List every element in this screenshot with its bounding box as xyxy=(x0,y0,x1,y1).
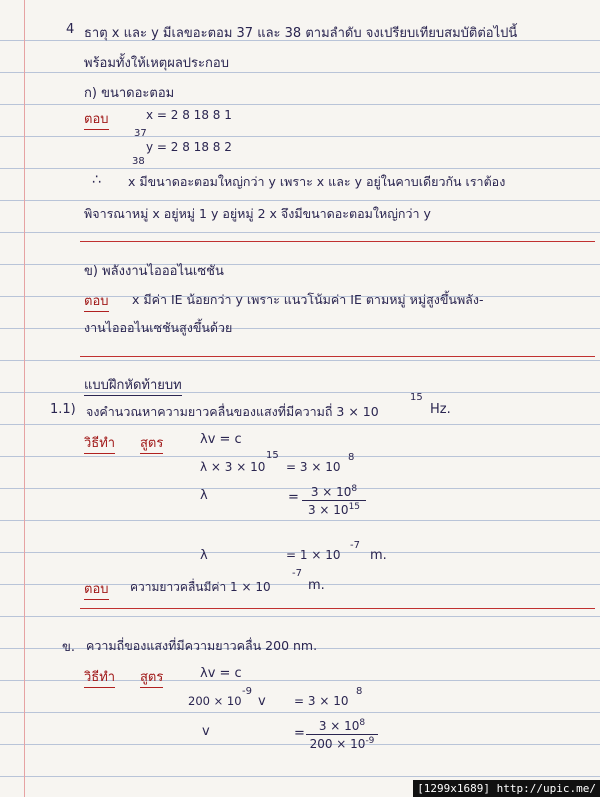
equation-2-right-exponent: 8 xyxy=(348,452,355,463)
equation-4-right: = 1 × 10 xyxy=(286,548,341,562)
equals-sign: = xyxy=(288,490,299,505)
question-text-line-2: พร้อมทั้งให้เหตุผลประกอบ xyxy=(84,56,229,71)
rule-line xyxy=(0,520,600,521)
equation-3-denominator-exponent: 15 xyxy=(348,502,361,512)
answer-label: ตอบ xyxy=(84,290,109,312)
exercise-1-unit: Hz. xyxy=(430,402,451,417)
equation-2-left: λ × 3 × 10 xyxy=(200,460,266,474)
exercise-2-text: ความถี่ของแสงที่มีความยาวคลื่น 200 nm. xyxy=(86,638,318,653)
equation-4-unit: m. xyxy=(370,548,387,563)
explanation-line-2: พิจารณาหมู่ x อยู่หมู่ 1 y อยู่หมู่ 2 x จึงมีขนาดอะตอมใหญ่กว่า y xyxy=(84,206,431,221)
y-electron-config: y = 2 8 18 8 2 xyxy=(146,140,232,154)
rule-line xyxy=(0,424,600,425)
equation-2-right: = 3 × 10 xyxy=(286,460,341,474)
exercise-2-equation-3-numerator-exponent: 8 xyxy=(359,718,366,728)
equation-2-left-exponent: 15 xyxy=(266,450,279,461)
exercise-2-equation-3-denominator-exponent: -9 xyxy=(365,736,375,746)
answer-b-line-2: งานไอออไนเซชันสูงขึ้นด้วย xyxy=(84,320,233,335)
explanation-line-1: x มีขนาดอะตอมใหญ่กว่า y เพราะ x และ y อยู่ในคาบเดียวกัน เราต้อง xyxy=(128,174,506,189)
therefore-symbol: ∴ xyxy=(92,172,101,188)
answer-b-line-1: x มีค่า IE น้อยกว่า y เพราะ แนวโน้มค่า IE ตามหมู่ หมู่สูงขึ้นพลัง- xyxy=(132,292,484,307)
x-mass-number: 37 xyxy=(134,128,147,139)
equals-sign: = xyxy=(294,726,305,741)
exercise-2-equation-2-left-exponent: -9 xyxy=(242,686,252,697)
exercise-1-number: 1.1) xyxy=(50,402,76,417)
equation-3-denominator: 3 × 10 xyxy=(307,503,349,517)
equation-1: λv = c xyxy=(200,432,242,447)
method-label: วิธีทำ xyxy=(84,432,115,454)
rule-line xyxy=(0,168,600,169)
exercise-2-equation-1: λv = c xyxy=(200,666,242,681)
question-number: 4 xyxy=(66,22,75,37)
rule-line xyxy=(0,776,600,777)
question-text-line-1: ธาตุ x และ y มีเลขอะตอม 37 และ 38 ตามลำดับ จงเปรียบเทียบสมบัติต่อไปนี้ xyxy=(84,26,518,41)
margin-line xyxy=(24,0,25,797)
part-a-heading: ก) ขนาดอะตอม xyxy=(84,86,175,101)
rule-line xyxy=(0,488,600,489)
exercise-2-equation-3-numerator: 3 × 10 xyxy=(318,719,360,733)
part-b-heading: ข) พลังงานไอออไนเซชัน xyxy=(84,264,224,279)
equation-4-left: λ xyxy=(200,548,208,563)
exercise-2-equation-2-left: 200 × 10 xyxy=(188,694,242,708)
rule-line xyxy=(0,104,600,105)
rule-line xyxy=(0,744,600,745)
exercise-2-number: ข. xyxy=(62,640,76,655)
rule-line xyxy=(0,200,600,201)
answer-label: ตอบ xyxy=(84,578,109,600)
method-label: วิธีทำ xyxy=(84,666,115,688)
answer-exponent: -7 xyxy=(292,568,302,579)
exercise-1-text: จงคำนวณหาความยาวคลื่นของแสงที่มีความถี่ 3 × 10 xyxy=(86,404,379,419)
exercise-2-equation-2-v: v xyxy=(258,694,266,709)
exercise-2-equation-3-denominator: 200 × 10 xyxy=(309,737,366,751)
exercise-2-equation-3-left: v xyxy=(202,724,210,739)
y-mass-number: 38 xyxy=(132,156,145,167)
answer-label: ตอบ xyxy=(84,108,109,130)
exercise-2-equation-2-right-exponent: 8 xyxy=(356,686,363,697)
rule-line xyxy=(0,136,600,137)
image-host-footer: [1299x1689] http://upic.me/ xyxy=(413,780,600,797)
rule-line xyxy=(0,616,600,617)
equation-4-exponent: -7 xyxy=(350,540,360,551)
formula-label: สูตร xyxy=(140,666,163,688)
equation-3-fraction xyxy=(302,484,366,517)
rule-line xyxy=(0,232,600,233)
rule-line xyxy=(0,360,600,361)
section-divider xyxy=(80,608,595,609)
equation-3-numerator: 3 × 10 xyxy=(310,485,352,499)
exercise-title: แบบฝึกหัดท้ายบท xyxy=(84,374,182,396)
formula-label: สูตร xyxy=(140,432,163,454)
x-electron-config: x = 2 8 18 8 1 xyxy=(146,108,232,122)
section-divider xyxy=(80,241,595,242)
equation-3-left: λ xyxy=(200,488,208,503)
equation-3-numerator-exponent: 8 xyxy=(351,484,358,494)
exercise-2-equation-2-right: = 3 × 10 xyxy=(294,694,349,708)
answer-text: ความยาวคลื่นมีค่า 1 × 10 xyxy=(130,580,271,594)
rule-line xyxy=(0,456,600,457)
exercise-2-equation-3-fraction xyxy=(306,718,378,751)
exercise-1-exponent: 15 xyxy=(410,392,423,403)
answer-unit: m. xyxy=(308,578,325,593)
rule-line xyxy=(0,712,600,713)
section-divider xyxy=(80,356,595,357)
